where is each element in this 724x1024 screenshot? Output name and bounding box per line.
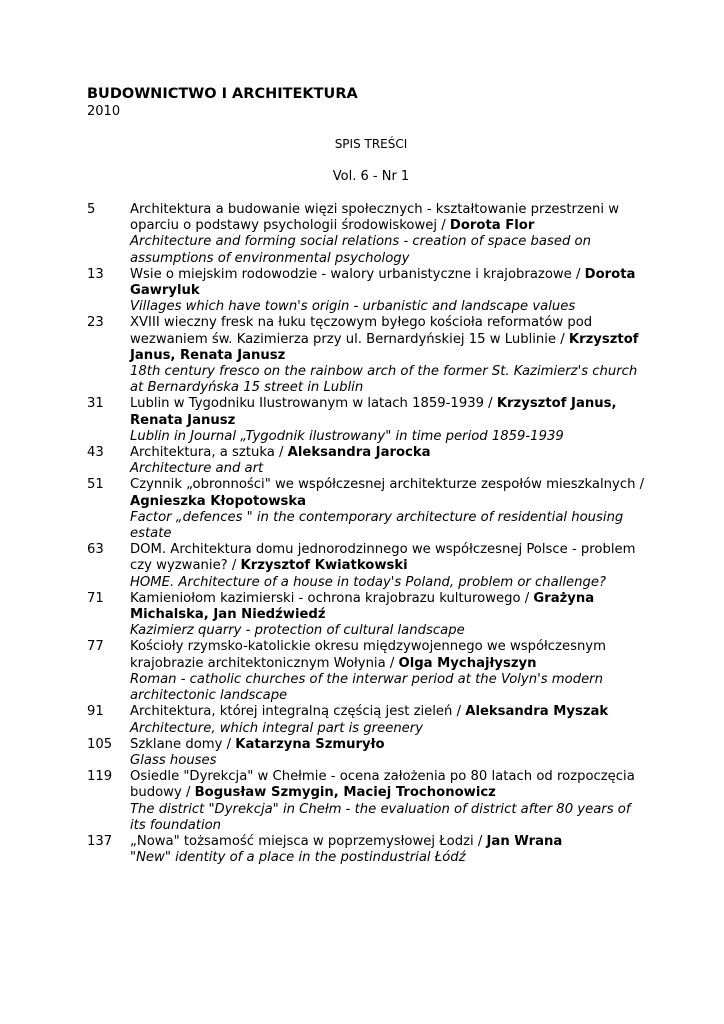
authors: Krzysztof Janus, Renata Janusz: [130, 396, 617, 428]
authors: Grażyna Michalska, Jan Niedźwiedź: [130, 590, 595, 623]
authors: Dorota Gawryluk: [130, 266, 636, 299]
title-polish: Architektura, a sztuka / Aleksandra Jarocka: [130, 445, 431, 461]
toc-entry: [87, 315, 647, 396]
page-number: 71: [87, 590, 104, 606]
title-english: Lublin in Journal „Tygodnik ilustrowany" in time period 1859-1939: [130, 428, 564, 444]
page-number: 105: [87, 736, 113, 752]
title-polish: Architektura, której integralną częścią jest zieleń / Aleksandra Myszak: [130, 704, 609, 720]
toc-entry: [87, 834, 647, 866]
publication-year: 2010: [87, 104, 121, 119]
toc-entry: [87, 477, 647, 542]
toc-entry: [87, 704, 647, 736]
toc-entry: [87, 591, 647, 640]
title-english: "New" identity of a place in the postindustrial Łódź: [130, 850, 466, 866]
title-english: Architecture, which integral part is greenery: [130, 720, 424, 736]
toc-heading: SPIS TREŚCI: [334, 137, 408, 151]
page-number: 91: [87, 704, 104, 720]
title-polish: Kamieniołom kazimierski - ochrona krajobrazu kulturowego / Grażyna Michalska, Jan Niedźwiedź: [130, 590, 595, 623]
title-polish: Architektura a budowanie więzi społecznych - kształtowanie przestrzeni w oparciu o podstawy psychologii środowiskowej / Dorota Flor: [130, 202, 619, 234]
page-number: 63: [87, 542, 104, 558]
title-polish: Osiedle "Dyrekcja" w Chełmie - ocena założenia po 80 latach od rozpoczęcia budowy / Bogusław Szmygin, Maciej Trochonowicz: [130, 769, 635, 801]
volume-label: Vol. 6 - Nr 1: [332, 169, 410, 184]
title-english: Glass houses: [130, 752, 217, 768]
title-english: Roman - catholic churches of the interwar period at the Volyn's modern architectonic landscape: [130, 671, 603, 704]
page-number: 31: [87, 396, 104, 412]
title-english: Architecture and art: [130, 461, 264, 477]
authors: Bogusław Szmygin, Maciej Trochonowicz: [194, 785, 496, 801]
authors: Aleksandra Myszak: [465, 704, 609, 720]
title-english: Factor „defences " in the contemporary architecture of residential housing estate: [130, 509, 624, 542]
title-polish: XVIII wieczny fresk na łuku tęczowym byłego kościoła reformatów pod wezwaniem św. Kazimierza przy ul. Bernardyńskiej 15 w Lublinie / Krzysztof Janus, Renata Janusz: [130, 315, 639, 363]
title-polish: Szklane domy / Katarzyna Szmuryło: [130, 736, 385, 752]
toc-entry: [87, 202, 647, 267]
toc-entry: [87, 267, 647, 316]
title-polish: „Nowa" tożsamość miejsca w poprzemysłowej Łodzi / Jan Wrana: [130, 833, 563, 849]
page-number: 23: [87, 315, 104, 331]
title-polish: Wsie o miejskim rodowodzie - walory urbanistyczne i krajobrazowe / Dorota Gawryluk: [130, 266, 636, 299]
page-number: 51: [87, 477, 104, 493]
title-english: Villages which have town's origin - urbanistic and landscape values: [130, 299, 576, 315]
title-polish: Czynnik „obronności" we współczesnej architekturze zespołów mieszkalnych / Agnieszka Kłopotowska: [130, 477, 645, 509]
toc-entry: [87, 445, 647, 477]
toc-entry: [87, 639, 647, 704]
title-english: 18th century fresco on the rainbow arch of the former St. Kazimierz's church at Bernardyńska 15 street in Lublin: [130, 364, 638, 396]
title-polish: Lublin w Tygodniku Ilustrowanym w latach 1859-1939 / Krzysztof Janus, Renata Janusz: [130, 396, 617, 428]
authors: Aleksandra Jarocka: [287, 445, 431, 461]
authors: Krzysztof Kwiatkowski: [240, 558, 408, 574]
authors: Katarzyna Szmuryło: [235, 736, 385, 752]
authors: Olga Mychajłyszyn: [398, 655, 537, 671]
title-polish: DOM. Architektura domu jednorodzinnego we współczesnej Polsce - problem czy wyzwanie? / Krzysztof Kwiatkowski: [130, 542, 636, 574]
journal-title: BUDOWNICTWO I ARCHITEKTURA: [87, 86, 358, 102]
table-of-contents: [87, 202, 647, 866]
title-english: HOME. Architecture of a house in today's Poland, problem or challenge?: [130, 574, 607, 590]
title-english: Architecture and forming social relations - creation of space based on assumptions of environmental psychology: [130, 234, 591, 266]
authors: Dorota Flor: [449, 218, 535, 234]
toc-entry: [87, 542, 647, 591]
title-english: The district "Dyrekcja" in Chełm - the evaluation of district after 80 years of its foundation: [130, 801, 631, 833]
authors: Jan Wrana: [486, 833, 563, 849]
page-number: 43: [87, 445, 104, 461]
toc-entry: [87, 737, 647, 769]
title-english: Kazimierz quarry - protection of cultural landscape: [130, 623, 465, 639]
title-polish: Kościoły rzymsko-katolickie okresu międzywojennego we współczesnym krajobrazie architektonicznym Wołynia / Olga Mychajłyszyn: [130, 639, 606, 671]
page-number: 13: [87, 266, 104, 282]
page-number: 5: [87, 202, 96, 217]
authors: Agnieszka Kłopotowska: [130, 493, 307, 509]
page-number: 137: [87, 833, 113, 849]
toc-entry: [87, 396, 647, 445]
authors: Krzysztof Janus, Renata Janusz: [130, 331, 639, 363]
page-number: 77: [87, 639, 104, 655]
toc-entry: [87, 769, 647, 834]
page-number: 119: [87, 769, 113, 785]
